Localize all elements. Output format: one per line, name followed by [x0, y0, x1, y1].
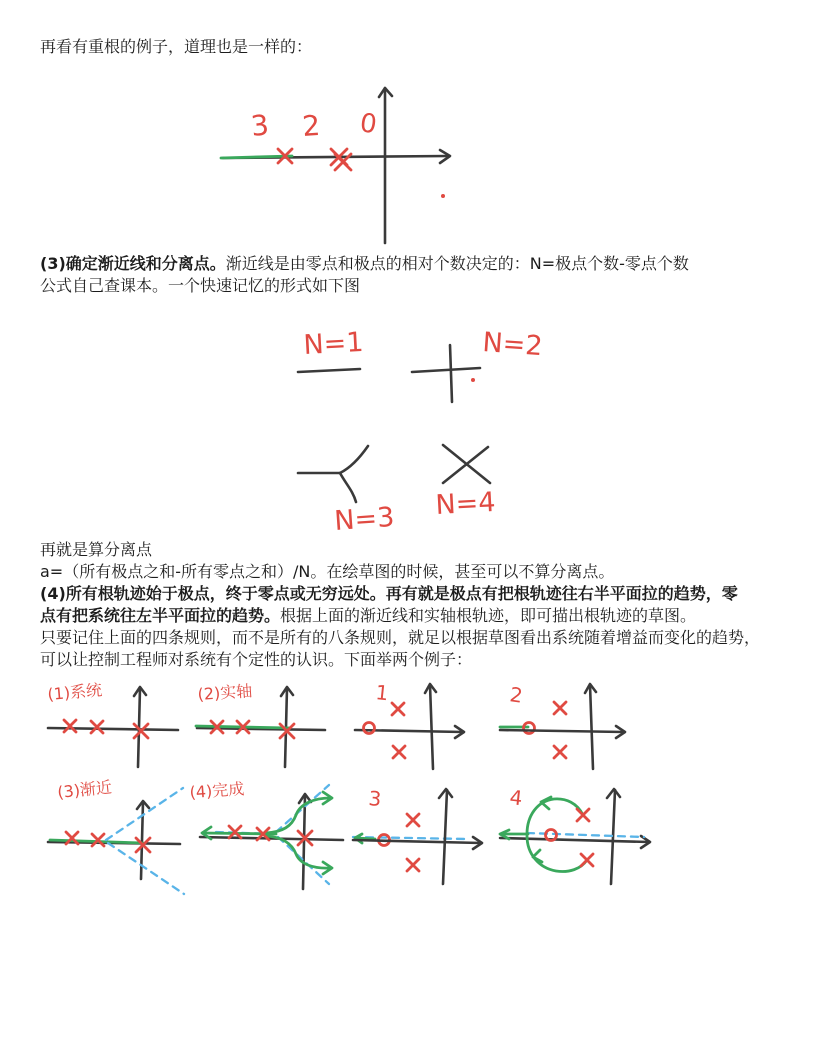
rule4-line1	[40, 583, 810, 605]
separation-line2: a=（所有极点之和-所有零点之和）/N。在绘草图的时候，甚至可以不算分离点。	[40, 562, 615, 581]
rule3-heading: (3)确定渐近线和分离点。	[40, 254, 226, 273]
n1-asymptote-line	[298, 369, 360, 372]
rule3-body: 渐近线是由零点和极点的相对个数决定的：N=极点个数-零点个数	[225, 254, 689, 273]
example1-step4-complete	[189, 779, 343, 889]
imag-axis	[430, 685, 433, 769]
zone-count-right: 0	[358, 108, 379, 141]
pole-x-icon	[134, 724, 148, 738]
figure-examples-row1	[40, 675, 640, 780]
pole-x-icon	[554, 702, 566, 714]
pole-x-icon	[393, 746, 405, 758]
n3-branch-upper	[340, 446, 368, 473]
pole-x-icon	[581, 854, 593, 866]
asymptote-dash-upper	[276, 785, 329, 832]
step3-label: (3)渐近	[56, 777, 113, 802]
n1-label: N=1	[302, 326, 365, 361]
n2-asymptote-vertical	[450, 345, 452, 402]
real-axis	[500, 730, 624, 732]
pole-x-icon	[577, 809, 589, 821]
rule3-line1	[40, 253, 810, 275]
locus-arrow-icon	[541, 797, 551, 809]
rule4-bold1: (4)所有根轨迹始于极点，终于零点或无穷远处。再有就是极点有把根轨迹往右半平面拉的趋势，零	[40, 584, 738, 603]
asymptote-dash-upper	[106, 788, 183, 840]
ex2-step1-label: 1	[374, 680, 390, 706]
example1-step1-system	[47, 680, 178, 767]
n2-label: N=2	[481, 327, 544, 363]
real-axis	[500, 838, 649, 842]
rule4-line2	[40, 605, 810, 627]
rule4-line4: 可以让控制工程师对系统有个定性的认识。下面举两个例子：	[40, 650, 473, 669]
rule4-bold2: 点有把系统往左半平面拉的趋势。	[40, 606, 281, 625]
imag-axis	[303, 795, 305, 889]
ex2-step2-label: 2	[508, 682, 525, 708]
example1-step3-asymptotes	[48, 777, 184, 894]
n3-label: N=3	[333, 501, 396, 537]
zero-o-icon	[364, 723, 375, 734]
example2-step1-system	[355, 680, 464, 769]
example2-step3-asymptotes	[353, 786, 482, 884]
imag-axis	[590, 685, 593, 769]
n2-asymptote-horizontal	[412, 368, 480, 372]
separation-line1: 再就是算分离点	[40, 540, 153, 559]
rule4-rest2: 根据上面的渐近线和实轴根轨迹，即可描出根轨迹的草图。	[280, 606, 697, 625]
pole-x-icon	[554, 746, 566, 758]
ex2-step3-label: 3	[367, 786, 383, 812]
pole-x-icon	[407, 859, 419, 871]
step2-label: (2)实轴	[196, 681, 253, 704]
example2-step2-real-axis	[500, 682, 625, 769]
n4-label: N=4	[434, 486, 497, 521]
real-axis	[353, 840, 481, 843]
pattern-n4	[435, 445, 497, 521]
rule4-line3: 只要记住上面的四条规则，而不是所有的八条规则，就足以根据草图看出系统随着增益而变化的趋势，	[40, 628, 761, 647]
n4-asymptote-2	[443, 447, 488, 483]
stray-mark	[441, 194, 445, 198]
pole-x-icon	[392, 703, 404, 715]
imag-axis	[443, 790, 447, 884]
step4-label: (4)完成	[188, 779, 245, 802]
ex2-step4-label: 4	[508, 785, 524, 811]
figure-repeated-root-axis	[195, 80, 475, 255]
rule3-line2: 公式自己查课本。一个快速记忆的形式如下图	[40, 276, 361, 295]
example2-step4-complete	[500, 785, 650, 884]
pole-x-icon	[64, 720, 76, 732]
stray-mark	[471, 378, 475, 382]
pole-x-icon	[407, 814, 419, 826]
zone-count-left: 3	[249, 108, 271, 143]
pole-x-icon	[91, 721, 103, 733]
figure-examples-row2	[40, 777, 660, 907]
step1-label: (1)系统	[46, 680, 103, 704]
asymptote-dash-lower	[108, 843, 184, 894]
zone-count-middle: 2	[301, 108, 322, 143]
n3-branch-lower	[340, 473, 356, 502]
intro-text: 再看有重根的例子，道理也是一样的：	[40, 37, 313, 56]
pole-x-icon	[92, 834, 104, 846]
pattern-n3	[298, 446, 395, 537]
example1-step2-real-axis	[196, 681, 325, 767]
pattern-n1	[298, 327, 364, 372]
pattern-n2	[412, 327, 544, 402]
figure-asymptote-patterns	[280, 318, 560, 536]
root-locus-circle-upper	[527, 799, 583, 834]
